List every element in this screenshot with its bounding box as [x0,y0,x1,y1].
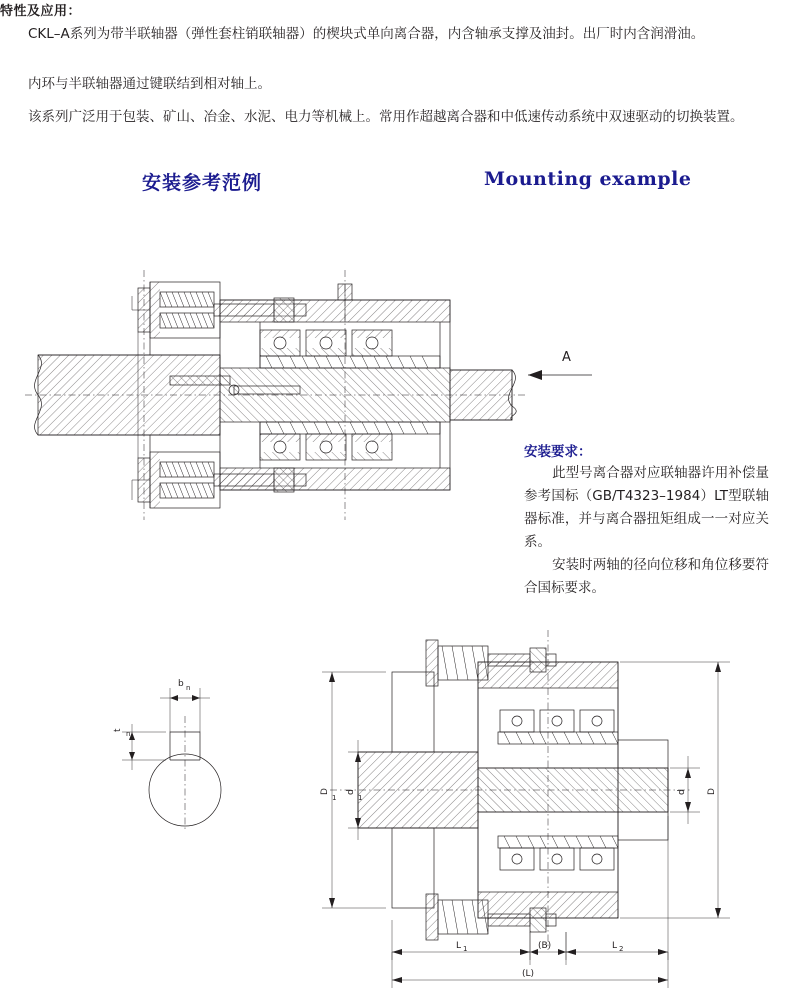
install-requirement-line-2-text: 安装时两轴的径向位移和角位移要符合国标要求。 [524,557,769,596]
svg-text:D: D [320,788,330,795]
heading-chinese: 安装参考范例 [142,172,263,194]
install-requirement-line-2 [524,554,769,600]
paragraph-2-text: 内环与半联轴器通过键联结到相对轴上。 [28,76,271,92]
svg-text:1: 1 [358,794,363,802]
svg-text:(B): (B) [538,941,552,951]
svg-text:L: L [612,941,618,951]
heading-english: Mounting example [484,168,692,190]
paragraph-2 [0,72,795,97]
svg-text:L: L [456,941,462,951]
mounting-example-assembly-drawing [20,200,540,590]
install-requirement-line-1-text: 此型号离合器对应联轴器许用补偿量参考国标（GB/T4323–1984）LT型联轴器标准，并与离合器扭矩组成一一对应关系。 [524,465,769,550]
paragraph-3-text: 该系列广泛用于包装、矿山、冶金、水泥、电力等机械上。常用作超越离合器和中低速传动系统中双速驱动的切换装置。 [28,109,744,125]
dim-label-t: t [113,728,123,732]
install-requirement-title: 安装要求： [524,444,592,460]
section-title: 特性及应用： [0,4,82,19]
svg-text:d: d [346,789,356,795]
svg-text:(L): (L) [522,969,535,979]
dim-L2 [566,816,668,960]
svg-text:D: D [707,788,717,795]
sectional-view [330,630,690,950]
paragraph-3 [0,105,795,130]
svg-text:n: n [126,730,131,738]
install-requirement-body [524,462,769,600]
paragraph-1-text: CKL–A系列为带半联轴器（弹性套柱销联轴器）的楔块式单向离合器，内含轴承支撑及油封。出厂时内含润滑油。 [28,26,705,42]
keyway-detail [113,679,221,832]
svg-text:n: n [186,684,191,692]
svg-text:2: 2 [619,945,624,953]
arrow-label-a: A [562,350,571,365]
install-requirement-line-1 [524,462,769,554]
dim-label-b: b [178,679,184,689]
paragraph-1 [0,22,795,47]
svg-text:1: 1 [332,794,337,802]
svg-text:1: 1 [463,945,468,953]
dimension-drawing [100,620,790,995]
svg-text:d: d [677,789,687,795]
